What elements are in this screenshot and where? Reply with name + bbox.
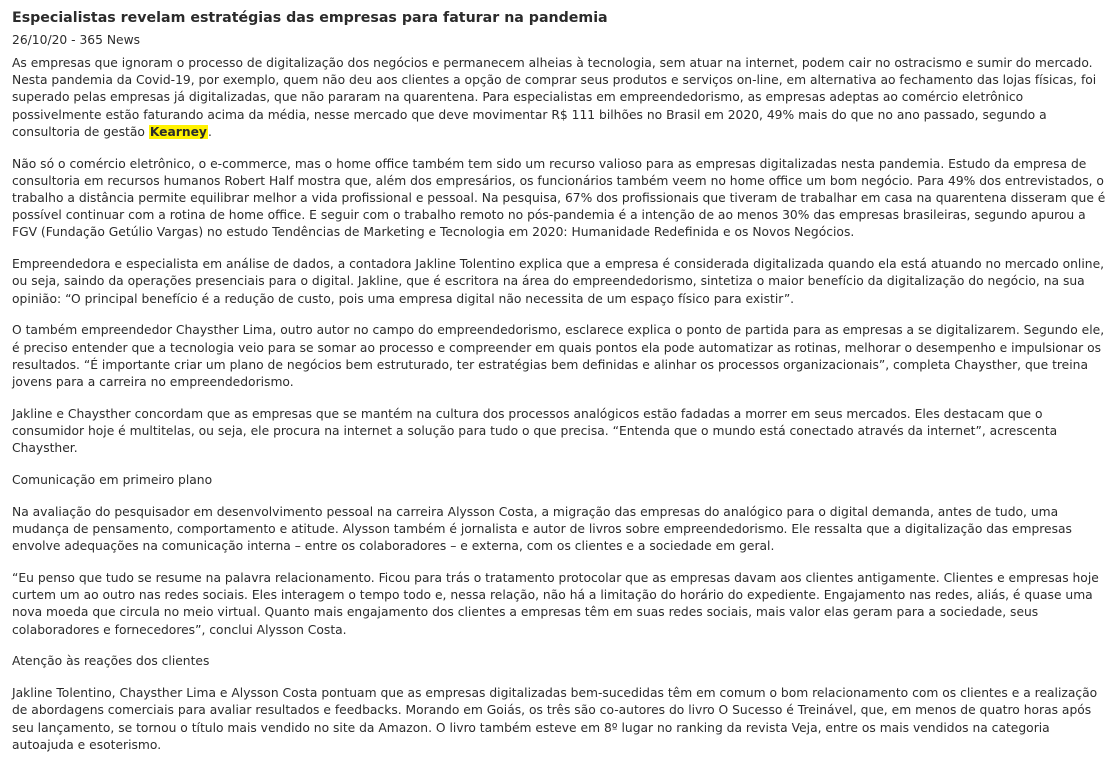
paragraph-7: “Eu penso que tudo se resume na palavra relacionamento. Ficou para trás o tratamento protocolar que as empresas davam aos clientes antigamente. Clientes e empresas hoje curtem um ao outro nas redes sociais. Eles interagem o tempo todo e, nessa relação, não há a limitação do horário do expediente. Engajamento nas redes, aliás, é quase uma nova moeda que circula no meio virtual. Quanto mais engajamento dos clientes a empresas têm em suas redes sociais, mais valor elas geram para a sociedade, seus colaboradores e fornecedores”, conclui Alysson Costa. [12,571,1099,637]
paragraph-5: Jakline e Chaysther concordam que as empresas que se mantém na cultura dos processos analógicos estão fadadas a morrer em seus mercados. Eles destacam que o consumidor hoje é multitelas, ou seja, ele procura na internet a solução para tudo o que precisa. “Entenda que o mundo está conectado através da internet”, acrescenta Chaysther. [12,406,1058,456]
article-title: Especialistas revelam estratégias das empresas para faturar na pandemia [12,10,608,26]
paragraph-3: Empreendedora e especialista em análise de dados, a contadora Jakline Tolentino explica que a empresa é considerada digitalizada quando ela está atuando no mercado online, ou seja, saindo da operações presenciais para o digital. Jakline, que é escritora na área do empreendedorismo, sintetiza o maior benefício da digitalização do negócio, na sua opinião: “O principal benefício é a redução de custo, pois uma empresa digital não necessita de um espaço físico para existir”. [12,257,1105,306]
paragraph-1 [12,55,1112,141]
paragraph-6: Na avaliação do pesquisador em desenvolvimento pessoal na carreira Alysson Costa, a migração das empresas do analógico para o digital demanda, antes de tudo, uma mudança de pensamento, comportamento e atitude. Alysson também é jornalista e autor de livros sobre empreendedorismo. Ele ressalta que a digitalização das empresas envolve adequações na comunicação interna – entre os colaboradores – e externa, com os clientes e a sociedade em geral. [12,504,1072,554]
paragraph-4: O também empreendedor Chaysther Lima, outro autor no campo do empreendedorismo, esclarece explica o ponto de partida para as empresas a se digitalizarem. Segundo ele, é preciso entender que a tecnologia veio para se somar ao processo e compreender em quais pontos ela pode automatizar as rotinas, melhorar o desempenho e impulsionar os resultados. “É importante criar um plano de negócios bem estruturado, ter estratégias bem definidas e alinhar os processos organizacionais”, completa Chaysther, que treina jovens para a carreira no empreendedorismo. [12,323,1105,390]
paragraph-2: Não só o comércio eletrônico, o e-commerce, mas o home office também tem sido um recurso valioso para as empresas digitalizadas nesta pandemia. Estudo da empresa de consultoria em recursos humanos Robert Half mostra que, além dos empresários, os funcionários também veem no home office um bom negócio. Para 49% dos entrevistados, o trabalho a distância permite equilibrar melhor a vida profissional e pessoal. Na pesquisa, 67% dos profissionais que tiveram de trabalhar em casa na quarentena disseram que é possível continuar com a rotina de home office. E seguir com o trabalho remoto no pós-pandemia é a intenção de ao menos 30% das empresas brasileiras, segundo apurou a FGV (Fundação Getúlio Vargas) no estudo Tendências de Marketing e Tecnologia em 2020: Humanidade Redefinida e os Novos Negócios. [12,156,1106,240]
paragraph-1-end: . [207,124,212,139]
paragraph-1-text: As empresas que ignoram o processo de digitalização dos negócios e permanecem alheias à tecnologia, sem atuar na internet, podem cair no ostracismo e sumir do mercado. Nesta pandemia da Covid-19, por exemplo, quem não deu aos clientes a opção de comprar seus produtos e serviços on-line, em alternativa ao fechamento das lojas físicas, foi superado pelas empresas já digitalizadas, que não pararam na quarentena. Para especialistas em empreendedorismo, as empresas adeptas ao comércio eletrônico possivelmente estão faturando acima da média, nesse mercado que deve movimentar R$ 111 bilhões no Brasil em 2020, 49% mais do que no ano passado, segundo a consultoria de gestão [12,56,1097,139]
subheading-communication: Comunicação em primeiro plano [12,473,213,488]
highlighted-term: Kearney [149,124,207,139]
article [12,8,1112,769]
paragraph-8: Jakline Tolentino, Chaysther Lima e Alysson Costa pontuam que as empresas digitalizadas bem-sucedidas têm em comum o bom relacionamento com os clientes e a realização de abordagens comerciais para avaliar resultados e feedbacks. Morando em Goiás, os três são co-autores do livro O Sucesso é Treinável, que, em menos de quatro horas após seu lançamento, se tornou o título mais vendido no site da Amazon. O livro também esteve em 8º lugar no ranking da revista Veja, entre os mais vendidos na categoria autoajuda e esoterismo. [12,686,1098,752]
subheading-client-reactions: Atenção às reações dos clientes [12,654,210,669]
article-meta: 26/10/20 - 365 News [12,33,141,47]
